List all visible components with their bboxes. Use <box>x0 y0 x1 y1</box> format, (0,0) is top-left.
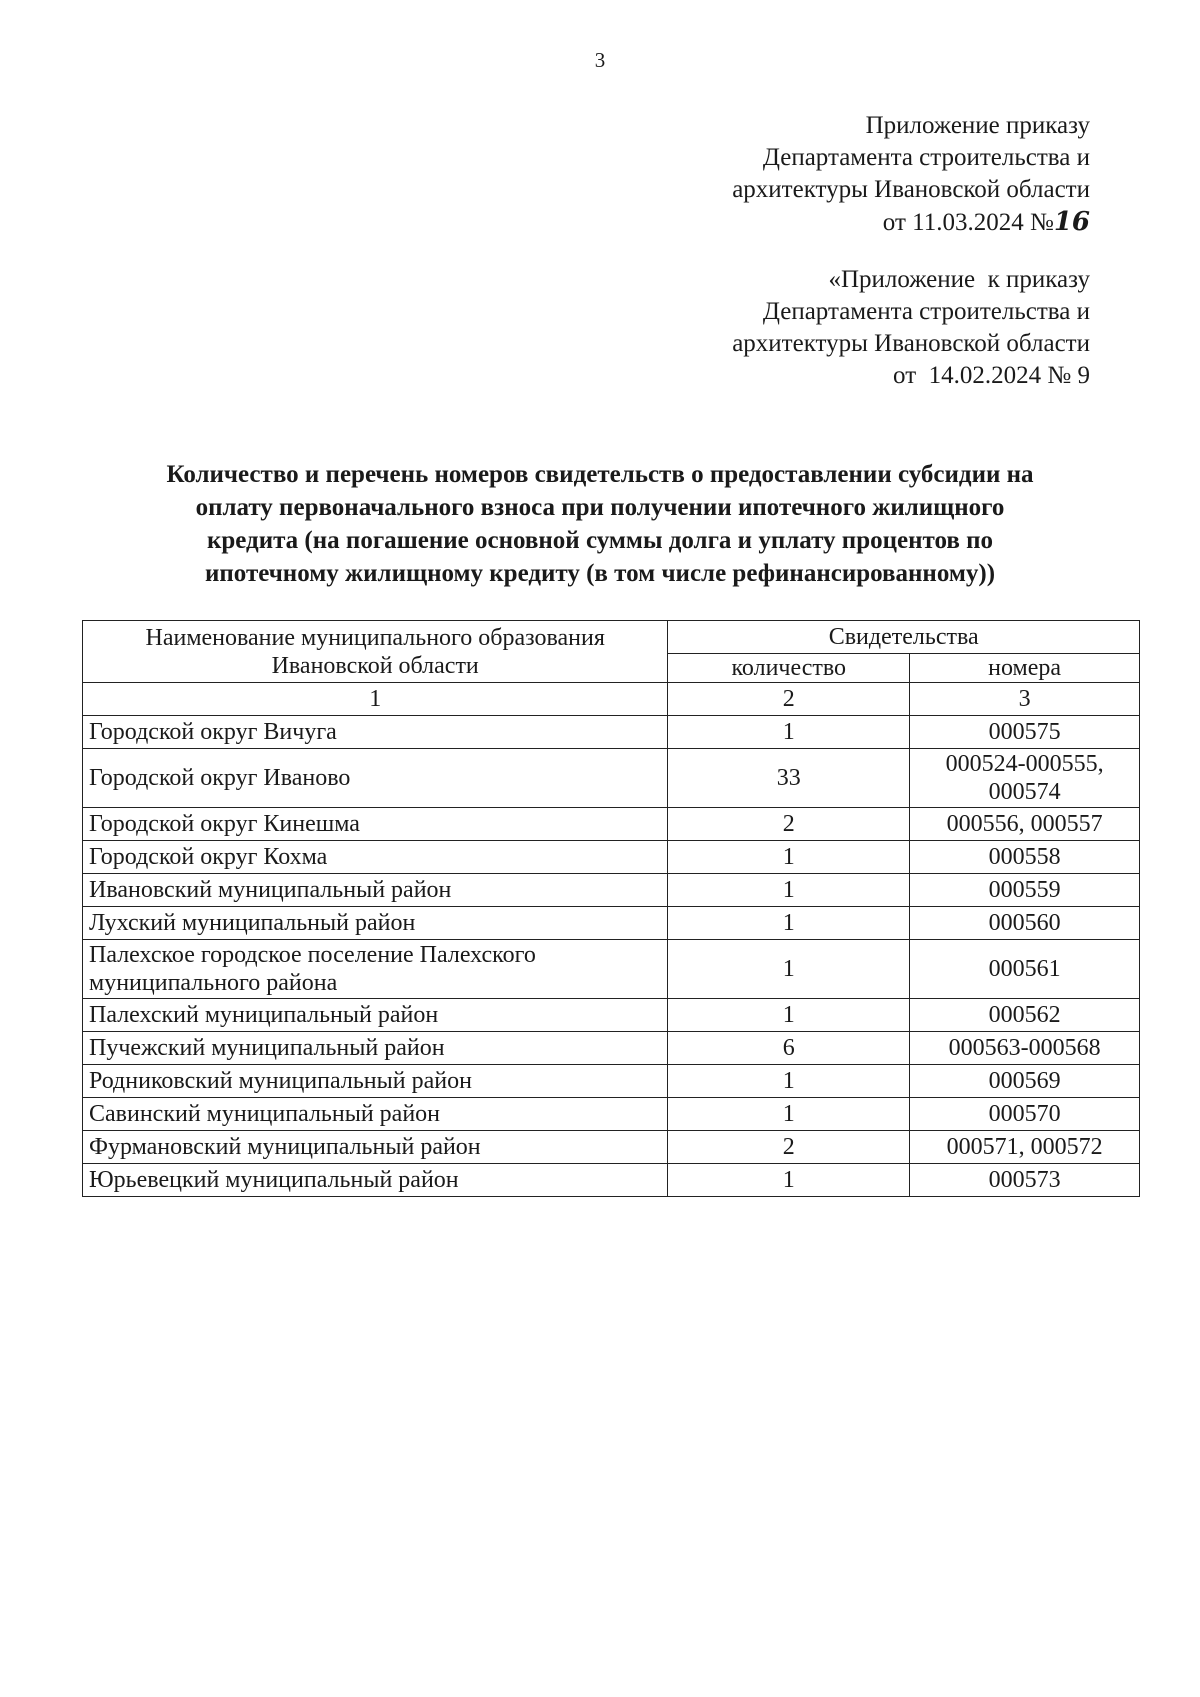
quantity-cell: 6 <box>668 1032 910 1065</box>
municipality-name-cell: Палехское городское поселение Палехского муниципального района <box>83 940 668 999</box>
municipality-name-cell: Фурмановский муниципальный район <box>83 1131 668 1164</box>
column-index: 1 <box>83 683 668 716</box>
municipality-name-cell: Пучежский муниципальный район <box>83 1032 668 1065</box>
table-row <box>83 808 1140 841</box>
table-row <box>83 1065 1140 1098</box>
certificate-numbers-cell: 000573 <box>910 1164 1140 1197</box>
appendix-line: Приложение приказу <box>865 112 1090 139</box>
appendix-line: архитектуры Ивановской области <box>732 330 1090 357</box>
appendix-line: архитектуры Ивановской области <box>732 176 1090 203</box>
title-line: оплату первоначального взноса при получении ипотечного жилищного <box>195 494 1005 521</box>
appendix-date-line <box>732 206 1090 239</box>
municipality-name-cell: Городской округ Кинешма <box>83 808 668 841</box>
table-row <box>83 1098 1140 1131</box>
appendix-line: Департамента строительства и <box>762 298 1090 325</box>
certificate-numbers-cell: 000575 <box>910 716 1140 749</box>
appendix-line: Департамента строительства и <box>762 144 1090 171</box>
document-title <box>60 458 1140 590</box>
certificate-numbers-cell: 000563-000568 <box>910 1032 1140 1065</box>
municipality-name-cell: Городской округ Кохма <box>83 841 668 874</box>
appendix-date: от 11.03.2024 № <box>882 209 1054 236</box>
handwritten-order-number: 16 <box>1053 207 1090 237</box>
certificate-numbers-cell: 000562 <box>910 999 1140 1032</box>
municipality-name-cell: Городской округ Иваново <box>83 749 668 808</box>
quantity-cell: 1 <box>668 940 910 999</box>
municipality-name-cell: Лухский муниципальный район <box>83 907 668 940</box>
table-row <box>83 874 1140 907</box>
appendix-date-line: от 14.02.2024 № 9 <box>893 362 1090 389</box>
header-quantity: количество <box>668 654 910 683</box>
municipality-name-cell: Городской округ Вичуга <box>83 716 668 749</box>
quantity-cell: 1 <box>668 1065 910 1098</box>
quantity-cell: 2 <box>668 808 910 841</box>
certificate-numbers-cell: 000524-000555, 000574 <box>910 749 1140 808</box>
municipality-name-cell: Юрьевецкий муниципальный район <box>83 1164 668 1197</box>
title-line: Количество и перечень номеров свидетельств о предоставлении субсидии на <box>166 461 1034 488</box>
table-row <box>83 999 1140 1032</box>
certificate-numbers-cell: 000570 <box>910 1098 1140 1131</box>
appendix-previous-order <box>732 264 1090 392</box>
header-numbers: номера <box>910 654 1140 683</box>
certificate-numbers-cell: 000561 <box>910 940 1140 999</box>
municipality-name-cell: Палехский муниципальный район <box>83 999 668 1032</box>
certificates-table <box>82 620 1140 1197</box>
certificate-numbers-cell: 000569 <box>910 1065 1140 1098</box>
table-row <box>83 841 1140 874</box>
municipality-name-cell: Ивановский муниципальный район <box>83 874 668 907</box>
quantity-cell: 1 <box>668 1164 910 1197</box>
title-line: кредита (на погашение основной суммы долга и уплату процентов по <box>206 527 994 554</box>
title-line: ипотечному жилищному кредиту (в том числе рефинансированному)) <box>204 560 996 587</box>
quantity-cell: 1 <box>668 999 910 1032</box>
appendix-line: «Приложение к приказу <box>828 266 1090 293</box>
table-row <box>83 907 1140 940</box>
certificate-numbers-cell: 000559 <box>910 874 1140 907</box>
quantity-cell: 1 <box>668 841 910 874</box>
header-municipality: Наименование муниципального образования Ивановской области <box>83 621 668 683</box>
certificate-numbers-cell: 000556, 000557 <box>910 808 1140 841</box>
column-index: 2 <box>668 683 910 716</box>
appendix-current-order <box>732 110 1090 239</box>
table-row <box>83 940 1140 999</box>
certificate-numbers-cell: 000558 <box>910 841 1140 874</box>
table-row <box>83 1131 1140 1164</box>
quantity-cell: 1 <box>668 1098 910 1131</box>
municipality-name-cell: Родниковский муниципальный район <box>83 1065 668 1098</box>
column-index: 3 <box>910 683 1140 716</box>
quantity-cell: 1 <box>668 874 910 907</box>
municipality-name-cell: Савинский муниципальный район <box>83 1098 668 1131</box>
page-number: 3 <box>594 48 606 72</box>
certificate-numbers-cell: 000571, 000572 <box>910 1131 1140 1164</box>
header-certificates: Свидетельства <box>668 621 1140 654</box>
table-row <box>83 1164 1140 1197</box>
table-row <box>83 1032 1140 1065</box>
quantity-cell: 33 <box>668 749 910 808</box>
quantity-cell: 1 <box>668 716 910 749</box>
table-row <box>83 749 1140 808</box>
quantity-cell: 1 <box>668 907 910 940</box>
certificate-numbers-cell: 000560 <box>910 907 1140 940</box>
quantity-cell: 2 <box>668 1131 910 1164</box>
table-row <box>83 716 1140 749</box>
